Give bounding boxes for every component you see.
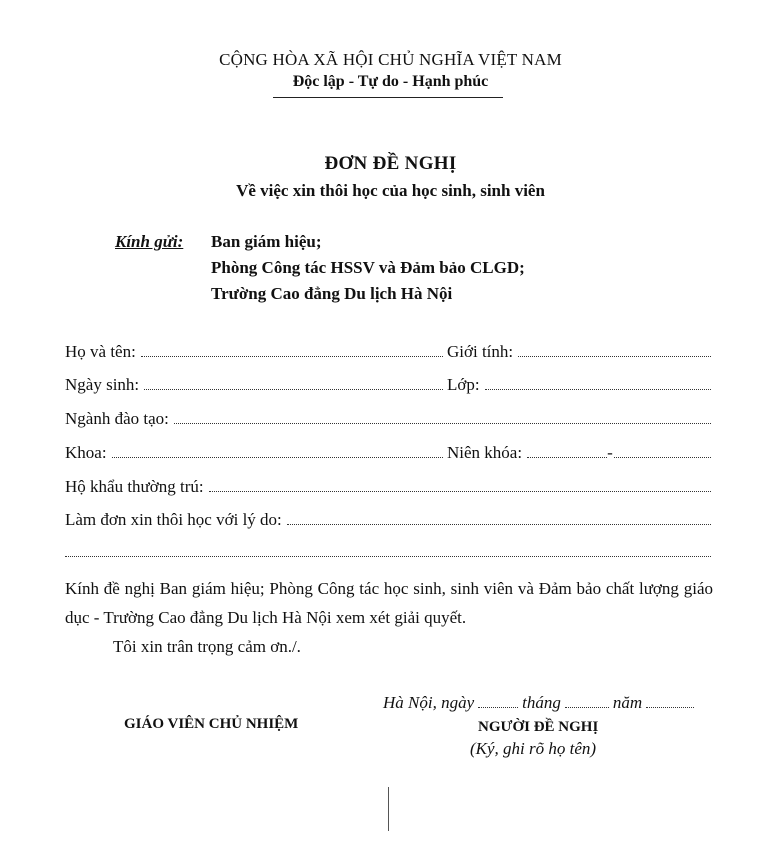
name-dotted-line[interactable]	[141, 343, 443, 357]
name-label: Họ và tên:	[65, 342, 136, 361]
residence-dotted-line[interactable]	[209, 478, 711, 492]
reason-field[interactable]	[65, 510, 711, 534]
dob-field[interactable]	[65, 375, 443, 399]
dob-dotted-line[interactable]	[144, 376, 443, 390]
cohort-separator: -	[607, 443, 613, 462]
cohort-field[interactable]	[447, 443, 711, 467]
faculty-dotted-line[interactable]	[112, 444, 443, 458]
major-label: Ngành đào tạo:	[65, 409, 169, 428]
document-title: ĐƠN ĐỀ NGHỊ	[324, 153, 457, 174]
national-title: CỘNG HÒA XÃ HỘI CHỦ NGHĨA VIỆT NAM	[219, 50, 562, 69]
motto-underline	[273, 97, 503, 98]
gender-label: Giới tính:	[447, 342, 514, 361]
signature-note: (Ký, ghi rõ họ tên)	[470, 739, 597, 758]
year-blank[interactable]	[646, 695, 694, 708]
gender-dotted-line[interactable]	[518, 343, 711, 357]
residence-label: Hộ khẩu thường trú:	[65, 477, 204, 496]
reason-continuation-dotted-line[interactable]	[65, 543, 711, 557]
cohort-start-dotted-line[interactable]	[527, 444, 607, 458]
dob-label: Ngày sinh:	[65, 375, 140, 394]
requester-signature-title: NGƯỜI ĐỀ NGHỊ	[478, 719, 599, 735]
class-dotted-line[interactable]	[485, 376, 711, 390]
date-month-label: tháng	[522, 693, 561, 712]
gender-field[interactable]	[447, 342, 711, 366]
major-dotted-line[interactable]	[174, 410, 711, 424]
document-subtitle: Về việc xin thôi học của học sinh, sinh viên	[236, 181, 545, 200]
national-motto: Độc lập - Tự do - Hạnh phúc	[292, 73, 489, 90]
recipient-label: Kính gửi:	[115, 232, 184, 251]
recipient-line-2: Phòng Công tác HSSV và Đảm bảo CLGD;	[211, 258, 525, 277]
request-paragraph: Kính đề nghị Ban giám hiệu; Phòng Công tác học sinh, sinh viên và Đảm bảo chất lượng giáo dục - Trường Cao đẳng Du lịch Hà Nội xem xét giải quyết.	[65, 579, 713, 627]
thanks-line: Tôi xin trân trọng cảm ơn./.	[113, 637, 301, 656]
date-year-label: năm	[612, 693, 643, 712]
date-place: Hà Nội, ngày	[383, 693, 475, 712]
recipient-line-1: Ban giám hiệu;	[211, 232, 322, 251]
text-cursor	[388, 787, 389, 831]
reason-continuation-field[interactable]	[65, 543, 711, 567]
reason-label: Làm đơn xin thôi học với lý do:	[65, 510, 282, 529]
cohort-end-dotted-line[interactable]	[614, 444, 711, 458]
faculty-label: Khoa:	[65, 443, 107, 462]
recipient-line-3: Trường Cao đẳng Du lịch Hà Nội	[211, 284, 453, 303]
teacher-signature-title: GIÁO VIÊN CHỦ NHIỆM	[124, 716, 299, 732]
class-field[interactable]	[447, 375, 711, 399]
residence-field[interactable]	[65, 477, 711, 501]
faculty-field[interactable]	[65, 443, 443, 467]
major-field[interactable]	[65, 409, 711, 433]
day-blank[interactable]	[478, 695, 518, 708]
reason-dotted-line[interactable]	[287, 511, 711, 525]
class-label: Lớp:	[447, 375, 480, 394]
cohort-label: Niên khóa:	[447, 443, 523, 462]
name-field[interactable]	[65, 342, 443, 366]
date-line	[383, 693, 698, 713]
month-blank[interactable]	[565, 695, 609, 708]
